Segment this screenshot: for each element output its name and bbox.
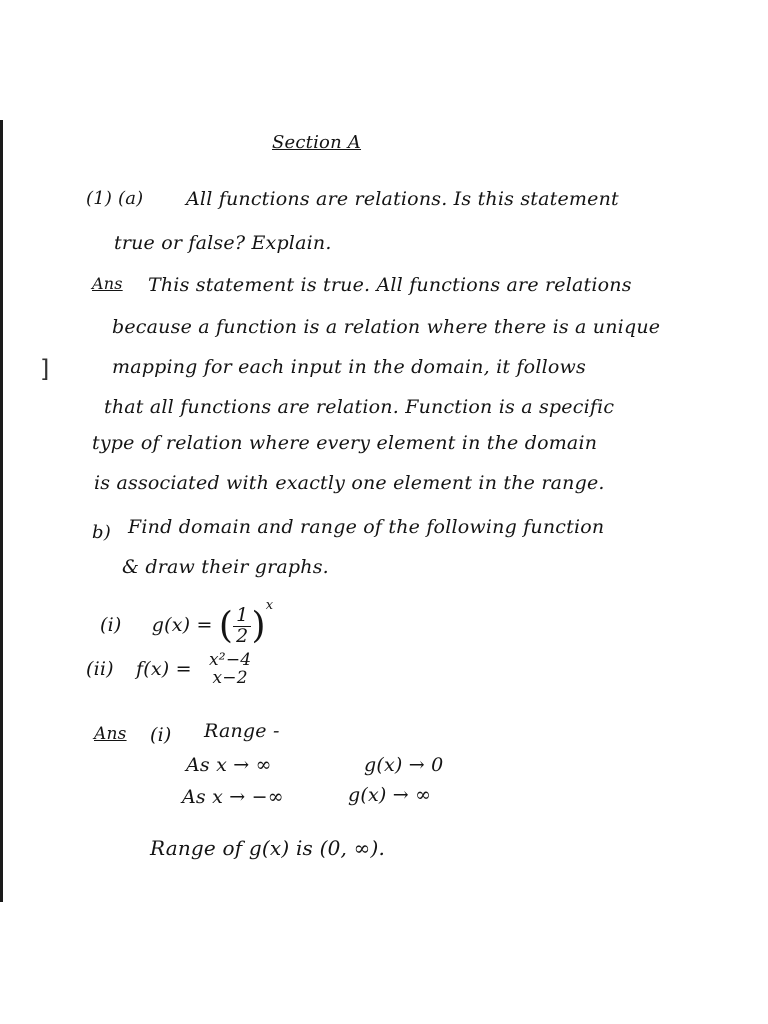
- q1b-label: b): [92, 522, 111, 543]
- section-title: Section A: [272, 132, 362, 153]
- part-i-label: (i): [100, 614, 122, 636]
- answer-a-line-2: because a function is a relation where there is a unique: [112, 316, 661, 338]
- range-heading: Range -: [204, 720, 280, 742]
- margin-bracket-mark: ]: [40, 355, 50, 383]
- g-numerator: 1: [233, 606, 251, 627]
- part-ii-label: (ii): [86, 657, 114, 680]
- g-lhs: g(x) =: [151, 614, 213, 636]
- range-conclusion: Range of g(x) is (0, ∞).: [150, 836, 386, 860]
- q1a-question-line-1: All functions are relations. Is this statement: [186, 188, 619, 210]
- answer-a-marker: Ans: [92, 274, 123, 293]
- answer-a-line-4: that all functions are relation. Function is a specific: [104, 396, 615, 418]
- limit-2-left: As x → −∞: [182, 786, 284, 808]
- limit-2-right: g(x) → ∞: [348, 784, 432, 806]
- answer-b-marker: Ans: [94, 724, 127, 744]
- f-numerator: x²−4: [209, 650, 252, 670]
- limit-1-right: g(x) → 0: [364, 754, 444, 776]
- g-denominator: 2: [236, 624, 249, 647]
- g-fraction: [233, 603, 251, 647]
- equation-g: [100, 598, 273, 647]
- g-exponent: x: [265, 598, 274, 613]
- answer-b-part-label: (i): [150, 724, 172, 746]
- page-left-edge: [0, 120, 3, 902]
- open-paren-icon: (: [218, 605, 234, 647]
- f-denominator: x−2: [212, 667, 248, 688]
- answer-a-line-1: This statement is true. All functions are relations: [148, 274, 632, 296]
- answer-a-line-6: is associated with exactly one element in the range.: [94, 472, 605, 494]
- answer-a-line-3: mapping for each input in the domain, it follows: [112, 356, 586, 378]
- f-lhs: f(x) =: [136, 657, 192, 680]
- answer-a-line-5: type of relation where every element in the domain: [92, 432, 598, 454]
- q1b-line-2: & draw their graphs.: [122, 556, 329, 578]
- q1b-line-1: Find domain and range of the following function: [128, 516, 605, 538]
- close-paren-icon: ): [251, 605, 266, 647]
- f-fraction: [206, 652, 254, 688]
- q1a-label: (1) (a): [86, 188, 144, 209]
- equation-f: [86, 652, 254, 688]
- limit-1-left: As x → ∞: [186, 754, 272, 776]
- q1a-question-line-2: true or false? Explain.: [114, 232, 332, 254]
